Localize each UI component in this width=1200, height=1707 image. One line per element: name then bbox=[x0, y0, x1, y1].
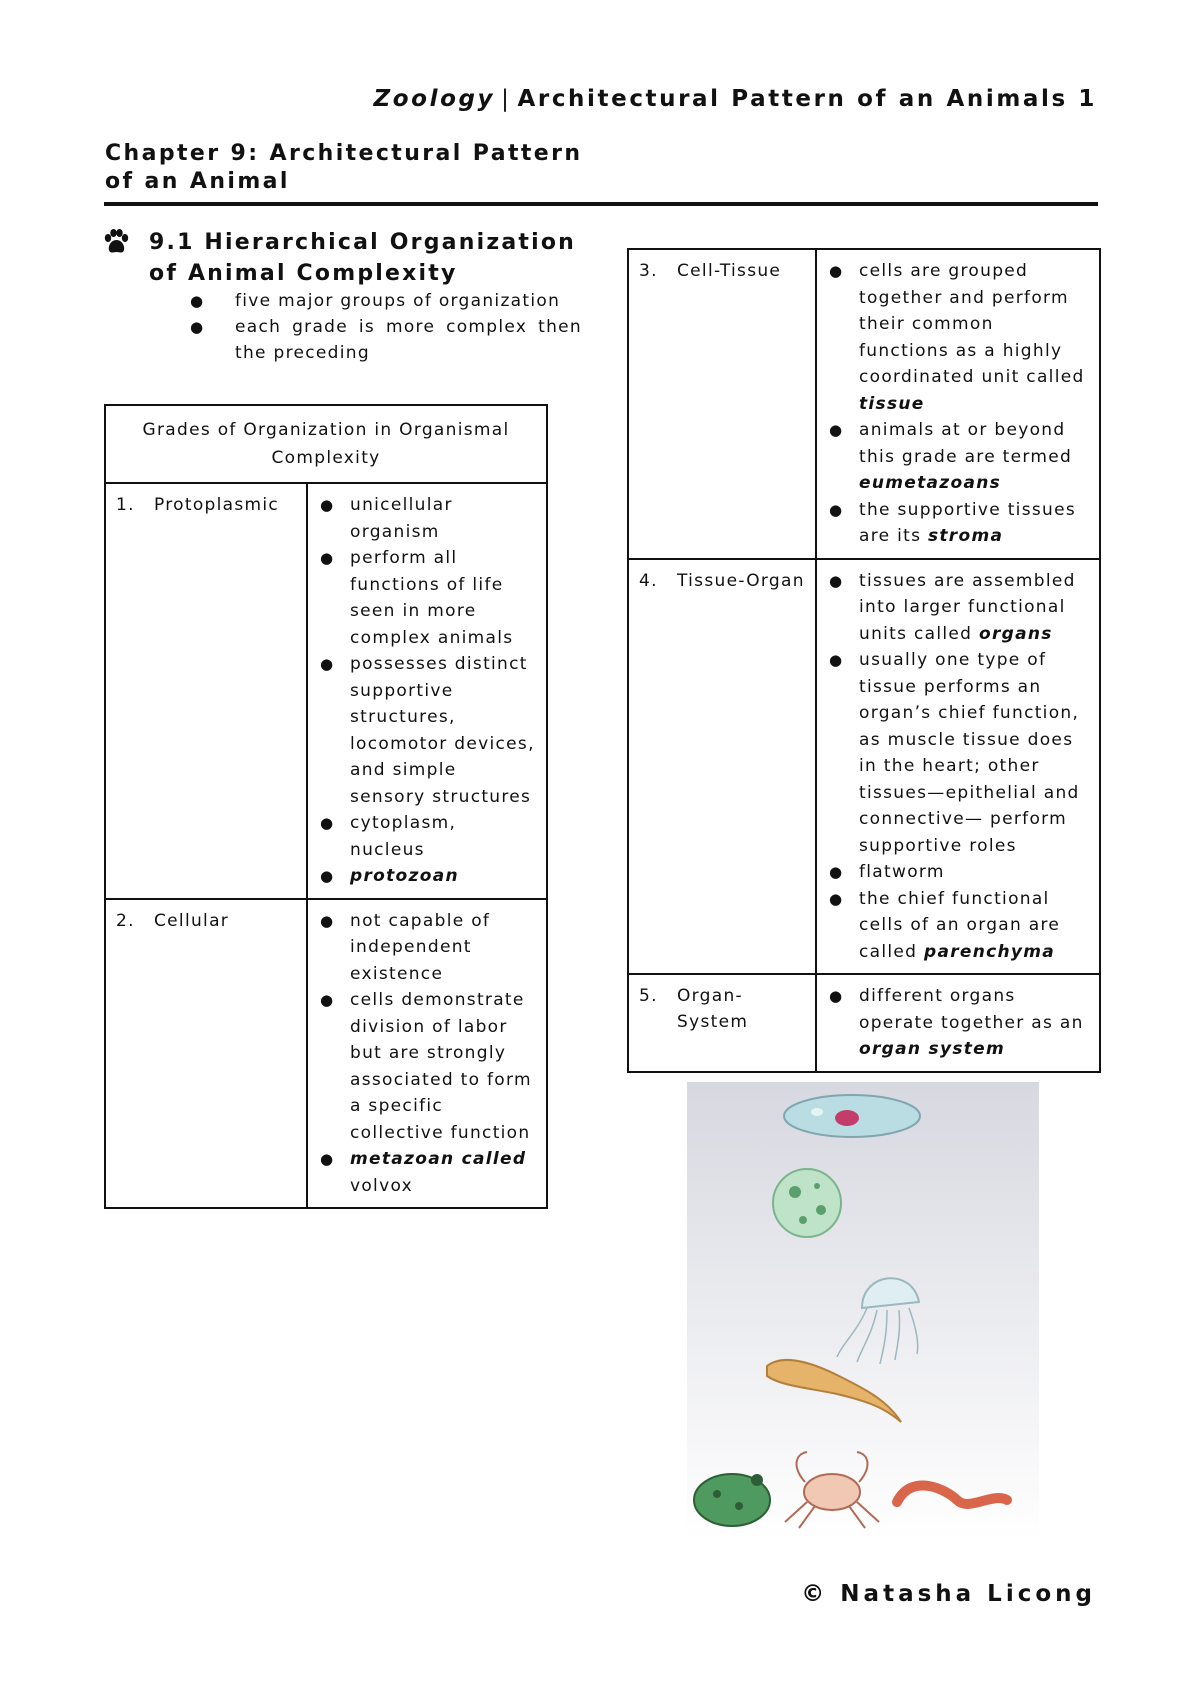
grade-number: 3. bbox=[639, 261, 658, 281]
grade-name: Tissue-Organ bbox=[677, 570, 805, 591]
bullet-icon: ● bbox=[829, 987, 844, 1005]
description-list bbox=[320, 908, 536, 1200]
item-text: different organs operate together as an bbox=[859, 986, 1084, 1033]
description-list bbox=[829, 258, 1089, 550]
paramecium-icon bbox=[784, 1095, 920, 1137]
bullet-icon: ● bbox=[320, 814, 335, 832]
list-item bbox=[320, 908, 536, 988]
header-title: Architectural Pattern of an Animals 1 bbox=[517, 86, 1097, 112]
emphasized-term: parenchyma bbox=[923, 941, 1056, 962]
bullet-icon: ● bbox=[829, 889, 844, 908]
list-item bbox=[320, 492, 536, 545]
grade-description-cell bbox=[816, 974, 1100, 1072]
list-item bbox=[320, 863, 536, 890]
grade-row-protoplasmic bbox=[105, 483, 547, 899]
grade-row-cellular bbox=[105, 899, 547, 1209]
grade-number: 1. bbox=[116, 495, 135, 515]
emphasized-term: eumetazoans bbox=[859, 473, 1002, 493]
volvox-icon bbox=[773, 1169, 841, 1237]
grade-row-organ-system bbox=[628, 974, 1100, 1072]
grade-row-tissue-organ bbox=[628, 559, 1100, 975]
emphasized-term: metazoan called bbox=[350, 1149, 527, 1169]
bullet-icon: ● bbox=[320, 549, 335, 567]
header-divider bbox=[104, 202, 1098, 206]
running-header bbox=[374, 86, 1098, 112]
bullet-icon: ● bbox=[829, 571, 844, 590]
emphasized-term: stroma bbox=[927, 526, 1004, 546]
bullet-icon: ● bbox=[829, 500, 844, 519]
grade-description-cell bbox=[307, 899, 547, 1209]
bullet-icon: ● bbox=[829, 421, 844, 439]
list-item bbox=[829, 859, 1089, 886]
grade-number: 5. bbox=[639, 986, 658, 1006]
emphasized-term: tissue bbox=[859, 393, 925, 414]
section-heading: 9.1 Hierarchical Organization of Animal Complexity bbox=[149, 230, 577, 286]
list-item bbox=[320, 651, 536, 810]
list-item bbox=[829, 886, 1089, 966]
item-text: cells are grouped together and perform their common functions as a highly coordinated unit called bbox=[859, 261, 1085, 387]
grades-table-left bbox=[104, 404, 548, 1209]
paw-print-icon bbox=[102, 228, 130, 256]
item-text: cells demonstrate division of labor but are strongly associated to form a specific collective function bbox=[350, 990, 532, 1143]
list-item bbox=[829, 258, 1089, 417]
grade-number: 2. bbox=[116, 910, 135, 931]
bullet-icon: ● bbox=[320, 911, 335, 930]
list-item bbox=[320, 545, 536, 651]
list-item bbox=[829, 497, 1089, 550]
list-item bbox=[829, 568, 1089, 648]
intro-list bbox=[190, 288, 582, 366]
grade-name-cell bbox=[628, 249, 816, 559]
list-item: ● five major groups of organization bbox=[190, 288, 582, 314]
grade-name: Organ-System bbox=[677, 986, 749, 1032]
list-item bbox=[829, 417, 1089, 497]
description-list bbox=[320, 492, 536, 890]
list-item bbox=[320, 987, 536, 1146]
header-subject: Zoology bbox=[373, 86, 496, 112]
emphasized-term: protozoan bbox=[350, 866, 459, 886]
grade-description-cell bbox=[816, 559, 1100, 975]
grades-table-right bbox=[627, 248, 1101, 1073]
list-item bbox=[320, 1146, 536, 1199]
item-text: cytoplasm, nucleus bbox=[350, 813, 457, 860]
item-text: animals at or beyond this grade are termed bbox=[859, 420, 1073, 467]
item-text: unicellular organism bbox=[350, 495, 453, 542]
grade-name-cell bbox=[628, 559, 816, 975]
list-item bbox=[829, 647, 1089, 859]
grade-name-cell bbox=[105, 899, 307, 1209]
emphasized-term: organ system bbox=[859, 1039, 1006, 1059]
item-text: the chief functional cells of an organ are called bbox=[859, 888, 1061, 962]
bullet-icon: ● bbox=[320, 991, 335, 1009]
item-text: the supportive tissues are its bbox=[859, 499, 1077, 546]
emphasized-term: organs bbox=[978, 623, 1053, 644]
item-text: possesses distinct supportive structures, locomotor devices, and simple sensory structures bbox=[350, 654, 535, 807]
bullet-icon: ● bbox=[320, 655, 335, 673]
grade-name-cell bbox=[105, 483, 307, 899]
grade-description-cell bbox=[307, 483, 547, 899]
grade-name-cell bbox=[628, 974, 816, 1072]
header-separator: | bbox=[501, 86, 512, 112]
grade-description-cell bbox=[816, 249, 1100, 559]
bullet-icon: ● bbox=[829, 651, 844, 669]
list-item: ● each grade is more complex then the preceding bbox=[190, 314, 582, 366]
grade-name: Cellular bbox=[154, 910, 230, 931]
description-list bbox=[829, 983, 1089, 1063]
organism-illustration bbox=[687, 1082, 1039, 1542]
grade-name: Protoplasmic bbox=[154, 495, 280, 515]
bullet-icon: ● bbox=[829, 262, 844, 280]
chapter-title: Chapter 9: Architectural Pattern of an Animal bbox=[105, 141, 583, 194]
list-item bbox=[829, 983, 1089, 1063]
item-text: perform all functions of life seen in more complex animals bbox=[350, 548, 514, 648]
grade-number: 4. bbox=[639, 570, 658, 591]
list-item bbox=[320, 810, 536, 863]
bullet-icon: ● bbox=[320, 1150, 335, 1168]
table-caption: Grades of Organization in Organismal Complexity bbox=[105, 405, 547, 483]
item-text: not capable of independent existence bbox=[350, 910, 491, 984]
item-text: volvox bbox=[350, 1175, 413, 1196]
bullet-icon: ● bbox=[320, 867, 335, 885]
item-text: usually one type of tissue performs an organ’s chief function, as muscle tissue does in the heart; other tissues—epithelial and connective— perform supportive roles bbox=[859, 650, 1080, 856]
frog-icon bbox=[694, 1474, 770, 1526]
item-text: flatworm bbox=[859, 862, 945, 882]
copyright-footer: © Natasha Licong bbox=[801, 1581, 1096, 1607]
bullet-icon: ● bbox=[320, 496, 335, 514]
bullet-icon: ● bbox=[190, 318, 205, 336]
grade-row-cell-tissue bbox=[628, 249, 1100, 559]
item-text: tissues are assembled into larger functional units called bbox=[859, 570, 1076, 644]
description-list bbox=[829, 568, 1089, 966]
bullet-icon: ● bbox=[190, 292, 205, 310]
bullet-icon: ● bbox=[829, 863, 844, 881]
grade-name: Cell-Tissue bbox=[677, 261, 782, 281]
